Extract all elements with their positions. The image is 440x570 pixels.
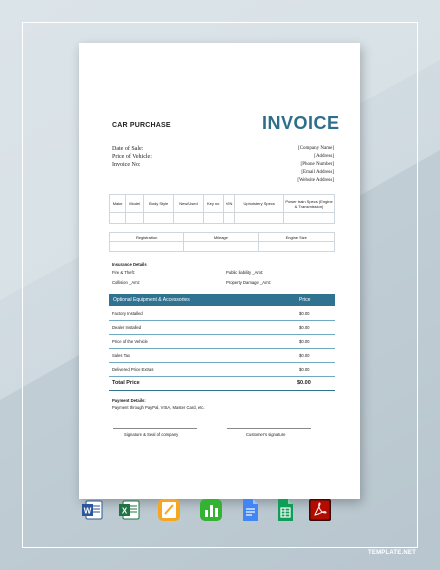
col-engine-size: Engine Size xyxy=(258,233,335,242)
company-phone: [Phone Number] xyxy=(300,162,334,167)
row-label: Sales Tax xyxy=(112,353,131,358)
total-label: Total Price xyxy=(112,380,140,386)
row-price: $0.00 xyxy=(299,353,310,358)
col-registration: Registration xyxy=(110,233,184,242)
col-model: Model xyxy=(126,195,144,213)
row-price: $0.00 xyxy=(299,325,310,330)
equipment-row xyxy=(109,321,335,335)
row-label: Dealer Installed xyxy=(112,325,142,330)
invoice-heading: INVOICE xyxy=(262,113,340,133)
customer-signature-label: Customer's signature xyxy=(246,432,286,437)
equipment-row xyxy=(109,307,335,321)
vehicle-table-header xyxy=(110,195,335,213)
col-make: Make xyxy=(110,195,126,213)
google-docs-icon[interactable] xyxy=(238,498,262,522)
col-upholstery: Upholstery Specs xyxy=(235,195,284,213)
col-key-no: Key no xyxy=(203,195,223,213)
registration-table xyxy=(109,232,335,252)
public-liability-label: Public liability _Amt: xyxy=(226,270,264,275)
insurance-title: Insurance Details xyxy=(112,262,147,267)
date-of-sale-label: Date of Sale: xyxy=(112,146,144,152)
row-label: Factory Installed xyxy=(112,311,143,316)
vehicle-table-row xyxy=(110,213,335,224)
price-of-vehicle-label: Price of Vehicle: xyxy=(112,154,152,160)
equipment-header-price: Price xyxy=(299,297,311,303)
row-label: Delivered Price Extras xyxy=(112,367,154,372)
numbers-icon[interactable] xyxy=(199,498,223,522)
word-icon[interactable] xyxy=(80,498,104,522)
svg-text:W: W xyxy=(83,506,92,516)
registration-table-header xyxy=(110,233,335,242)
customer-signature-line xyxy=(227,428,311,429)
col-body-style: Body Style xyxy=(144,195,174,213)
row-price: $0.00 xyxy=(299,311,310,316)
equipment-row xyxy=(109,335,335,349)
property-damage-label: Property Damage _Amt: xyxy=(226,280,271,285)
registration-table-row xyxy=(110,242,335,252)
svg-text:X: X xyxy=(121,506,128,516)
company-website: [Website Address] xyxy=(297,178,334,183)
google-sheets-icon[interactable] xyxy=(273,498,297,522)
company-signature-line xyxy=(113,428,197,429)
pdf-icon[interactable] xyxy=(308,498,332,522)
row-price: $0.00 xyxy=(299,339,310,344)
col-vin: VIN xyxy=(223,195,235,213)
invoice-paper xyxy=(79,43,360,499)
collision-label: Collision _Amt: xyxy=(112,280,140,285)
equipment-row xyxy=(109,349,335,363)
payment-text: Payment through PayPal, VISA, Master Card, etc. xyxy=(112,405,205,410)
col-power-train: Power train Specs (Engine & Transmission) xyxy=(284,195,335,213)
total-row xyxy=(109,377,335,391)
col-mileage: Mileage xyxy=(184,233,258,242)
company-name: [Company Name] xyxy=(298,146,334,151)
equipment-header-label: Optional Equipment & Accessories xyxy=(113,297,190,303)
col-new-used: New/Used xyxy=(174,195,203,213)
excel-icon[interactable] xyxy=(117,498,141,522)
template-brand: TEMPLATE.NET xyxy=(368,550,416,556)
vehicle-table xyxy=(109,194,335,224)
row-price: $0.00 xyxy=(299,367,310,372)
company-address: [Address] xyxy=(314,154,334,159)
payment-title: Payment Details: xyxy=(112,398,146,403)
total-price: $0.00 xyxy=(297,380,311,386)
invoice-no-label: Invoice No: xyxy=(112,162,141,168)
row-label: Price of the Vehicle xyxy=(112,339,148,344)
company-signature-label: Signature & Seal of company xyxy=(124,432,179,437)
pages-icon[interactable] xyxy=(157,498,181,522)
company-email: [Email Address] xyxy=(301,170,334,175)
invoice-subtitle: CAR PURCHASE xyxy=(112,122,171,129)
fire-theft-label: Fire & Theft: xyxy=(112,270,135,275)
equipment-header xyxy=(109,294,335,306)
equipment-row xyxy=(109,363,335,377)
